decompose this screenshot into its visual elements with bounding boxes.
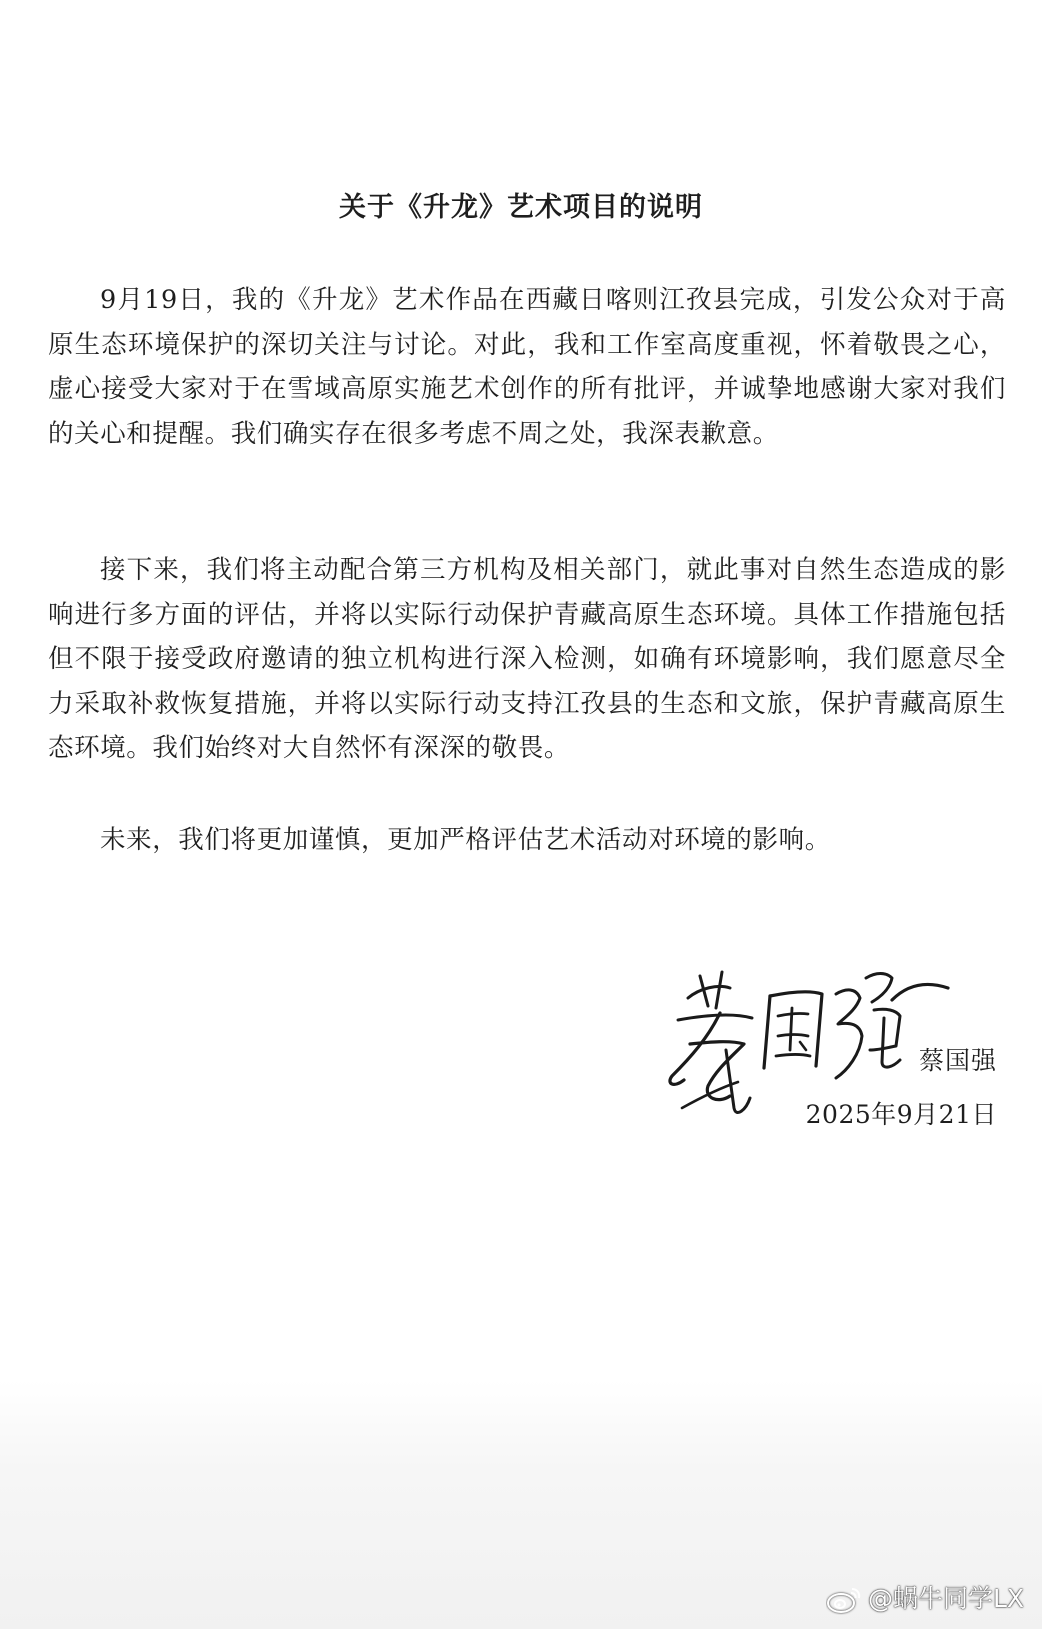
signer-name: 蔡国强	[918, 1046, 997, 1075]
paragraph-2: 接下来，我们将主动配合第三方机构及相关部门，就此事对自然生态造成的影响进行多方面的评估，并将以实际行动保护青藏高原生态环境。具体工作措施包括但不限于接受政府邀请的独立机构进行深入检测，如确有环境影响，我们愿意尽全力采取补救恢复措施，并将以实际行动支持江孜县的生态和文旅，保护青藏高原生态环境。我们始终对大自然怀有深深的敬畏。	[48, 555, 1006, 763]
paragraph-1: 9月19日，我的《升龙》艺术作品在西藏日喀则江孜县完成，引发公众对于高原生态环境保护的深切关注与讨论。对此，我和工作室高度重视，怀着敬畏之心，虚心接受大家对于在雪域高原实施艺术创作的所有批评，并诚挚地感谢大家对我们的关心和提醒。我们确实存在很多考虑不周之处，我深表歉意。	[48, 285, 1006, 449]
watermark-handle: @蜗牛同学LX	[867, 1584, 1024, 1613]
weibo-icon	[826, 1583, 862, 1615]
signature-date: 2025年9月21日	[805, 1100, 997, 1129]
weibo-watermark	[826, 1583, 1024, 1615]
paragraph-3: 未来，我们将更加谨慎，更加严格评估艺术活动对环境的影响。	[100, 825, 831, 855]
document-title: 关于《升龙》艺术项目的说明	[339, 192, 703, 223]
